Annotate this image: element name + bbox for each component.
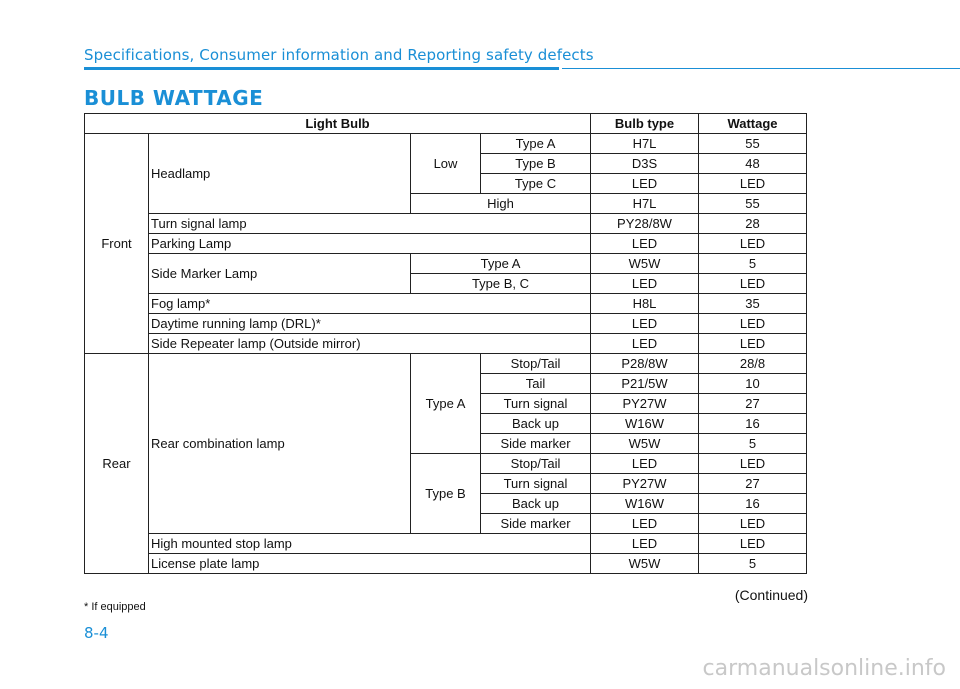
cell-bulb-type: D3S <box>591 154 699 174</box>
continued-note: (Continued) <box>734 587 808 603</box>
cell-wattage: LED <box>699 314 807 334</box>
cell-wattage: 28 <box>699 214 807 234</box>
cell-low: Low <box>411 134 481 194</box>
cell-wattage: LED <box>699 534 807 554</box>
cell-bulb-type: LED <box>591 454 699 474</box>
table-row <box>85 314 807 334</box>
cell-fog: Fog lamp* <box>149 294 591 314</box>
cell-sub: Type B <box>481 154 591 174</box>
table-row <box>85 334 807 354</box>
cell-sub: Type C <box>481 174 591 194</box>
cell-sub: Turn signal <box>481 394 591 414</box>
cell-wattage: 27 <box>699 394 807 414</box>
table-row <box>85 354 807 374</box>
cell-sub: Stop/Tail <box>481 454 591 474</box>
cell-bulb-type: H7L <box>591 134 699 154</box>
cell-wattage: 35 <box>699 294 807 314</box>
cell-sub: Back up <box>481 414 591 434</box>
cell-bulb-type: W16W <box>591 414 699 434</box>
table-header-row <box>85 114 807 134</box>
header-rule-thick <box>84 67 559 70</box>
cell-wattage: LED <box>699 234 807 254</box>
cell-rear-combination: Rear combination lamp <box>149 354 411 534</box>
cell-sub: Tail <box>481 374 591 394</box>
cell-drl: Daytime running lamp (DRL)* <box>149 314 591 334</box>
cell-wattage: 5 <box>699 254 807 274</box>
table-row <box>85 254 807 274</box>
cell-high: High <box>411 194 591 214</box>
page-title: BULB WATTAGE <box>84 86 264 110</box>
header-rule <box>84 67 960 70</box>
cell-high-mounted-stop: High mounted stop lamp <box>149 534 591 554</box>
cell-repeater: Side Repeater lamp (Outside mirror) <box>149 334 591 354</box>
cell-bulb-type: PY27W <box>591 394 699 414</box>
table-row <box>85 294 807 314</box>
cell-type-a: Type A <box>411 354 481 454</box>
table-row <box>85 134 807 154</box>
group-rear: Rear <box>85 354 149 574</box>
cell-wattage: LED <box>699 334 807 354</box>
cell-bulb-type: P28/8W <box>591 354 699 374</box>
header-wattage: Wattage <box>699 114 807 134</box>
cell-sub: Side marker <box>481 514 591 534</box>
cell-turn-signal: Turn signal lamp <box>149 214 591 234</box>
cell-bulb-type: LED <box>591 314 699 334</box>
cell-sub: Back up <box>481 494 591 514</box>
cell-bulb-type: LED <box>591 234 699 254</box>
cell-bulb-type: W16W <box>591 494 699 514</box>
cell-bulb-type: LED <box>591 174 699 194</box>
section-header: Specifications, Consumer information and Reporting safety defects <box>84 46 594 64</box>
cell-wattage: 10 <box>699 374 807 394</box>
cell-bulb-type: PY27W <box>591 474 699 494</box>
cell-sub: Type A <box>411 254 591 274</box>
cell-wattage: LED <box>699 274 807 294</box>
bulb-wattage-table <box>84 113 807 574</box>
cell-wattage: LED <box>699 454 807 474</box>
cell-wattage: 27 <box>699 474 807 494</box>
cell-bulb-type: PY28/8W <box>591 214 699 234</box>
table-row <box>85 534 807 554</box>
cell-bulb-type: LED <box>591 334 699 354</box>
cell-bulb-type: W5W <box>591 434 699 454</box>
cell-side-marker: Side Marker Lamp <box>149 254 411 294</box>
cell-bulb-type: W5W <box>591 554 699 574</box>
cell-type-b: Type B <box>411 454 481 534</box>
cell-parking: Parking Lamp <box>149 234 591 254</box>
page-number: 8-4 <box>84 624 109 642</box>
header-light-bulb: Light Bulb <box>85 114 591 134</box>
group-front: Front <box>85 134 149 354</box>
cell-wattage: 5 <box>699 554 807 574</box>
watermark: carmanualsonline.info <box>702 656 946 681</box>
header-rule-thin <box>562 68 960 69</box>
cell-license-plate: License plate lamp <box>149 554 591 574</box>
cell-wattage: 55 <box>699 194 807 214</box>
cell-wattage: 16 <box>699 414 807 434</box>
cell-bulb-type: LED <box>591 534 699 554</box>
table-row <box>85 214 807 234</box>
header-bulb-type: Bulb type <box>591 114 699 134</box>
cell-wattage: LED <box>699 174 807 194</box>
cell-headlamp: Headlamp <box>149 134 411 214</box>
cell-sub: Stop/Tail <box>481 354 591 374</box>
cell-bulb-type: LED <box>591 274 699 294</box>
footnote: * If equipped <box>84 601 146 613</box>
cell-sub: Side marker <box>481 434 591 454</box>
cell-bulb-type: H7L <box>591 194 699 214</box>
cell-wattage: 55 <box>699 134 807 154</box>
table-row <box>85 234 807 254</box>
cell-sub: Type A <box>481 134 591 154</box>
cell-bulb-type: LED <box>591 514 699 534</box>
cell-wattage: 28/8 <box>699 354 807 374</box>
cell-sub: Type B, C <box>411 274 591 294</box>
cell-wattage: 48 <box>699 154 807 174</box>
cell-bulb-type: W5W <box>591 254 699 274</box>
cell-wattage: 16 <box>699 494 807 514</box>
cell-wattage: LED <box>699 514 807 534</box>
cell-sub: Turn signal <box>481 474 591 494</box>
table-row <box>85 554 807 574</box>
cell-wattage: 5 <box>699 434 807 454</box>
cell-bulb-type: P21/5W <box>591 374 699 394</box>
cell-bulb-type: H8L <box>591 294 699 314</box>
